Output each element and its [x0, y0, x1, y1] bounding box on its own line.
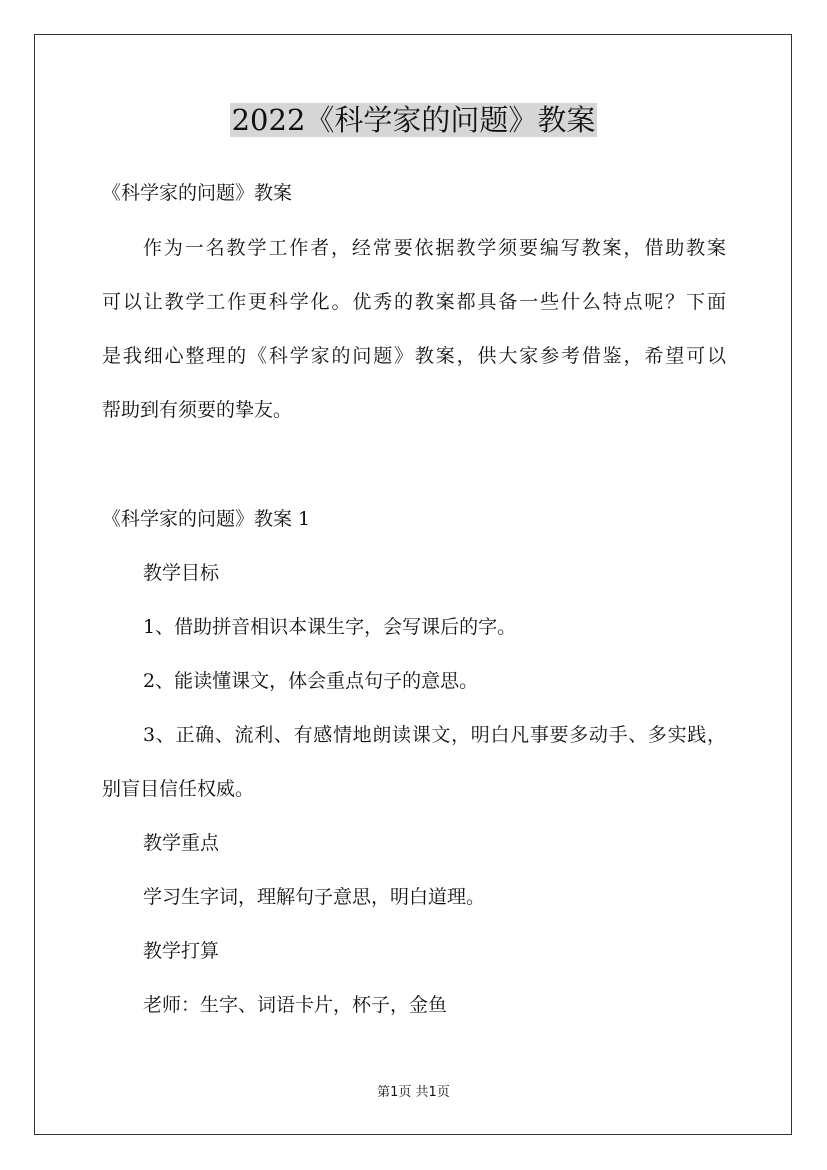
document-title-text: 2022《科学家的问题》教案	[231, 103, 596, 137]
document-subtitle: 《科学家的问题》教案	[102, 182, 293, 204]
prep-heading: 教学打算	[143, 940, 220, 962]
goal-item-2: 2、能读懂课文，体会重点句子的意思。	[143, 670, 479, 692]
document-title	[0, 100, 827, 140]
focus-text: 学习生字词，理解句子意思，明白道理。	[143, 886, 486, 908]
page-number: 第1页 共1页	[377, 1085, 450, 1100]
intro-line-2: 可以让教学工作更科学化。优秀的教案都具备一些什么特点呢？下面	[102, 291, 726, 313]
focus-heading: 教学重点	[143, 832, 220, 854]
intro-line-3: 是我细心整理的《科学家的问题》教案，供大家参考借鉴，希望可以	[102, 345, 726, 367]
goal-item-1: 1、借助拼音相识本课生字，会写课后的字。	[143, 616, 517, 638]
intro-line-1: 作为一名教学工作者，经常要依据教学须要编写教案，借助教案	[143, 237, 726, 259]
goals-heading: 教学目标	[143, 562, 220, 584]
goal-item-3: 3、正确、流利、有感情地朗读课文，明白凡事要多动手、多实践，	[143, 724, 726, 746]
section-title: 《科学家的问题》教案 1	[102, 508, 311, 530]
goal-item-3-continued: 别盲目信任权威。	[102, 778, 255, 800]
intro-line-4: 帮助到有须要的挚友。	[102, 399, 293, 421]
prep-text: 老师：生字、词语卡片，杯子，金鱼	[143, 994, 448, 1016]
